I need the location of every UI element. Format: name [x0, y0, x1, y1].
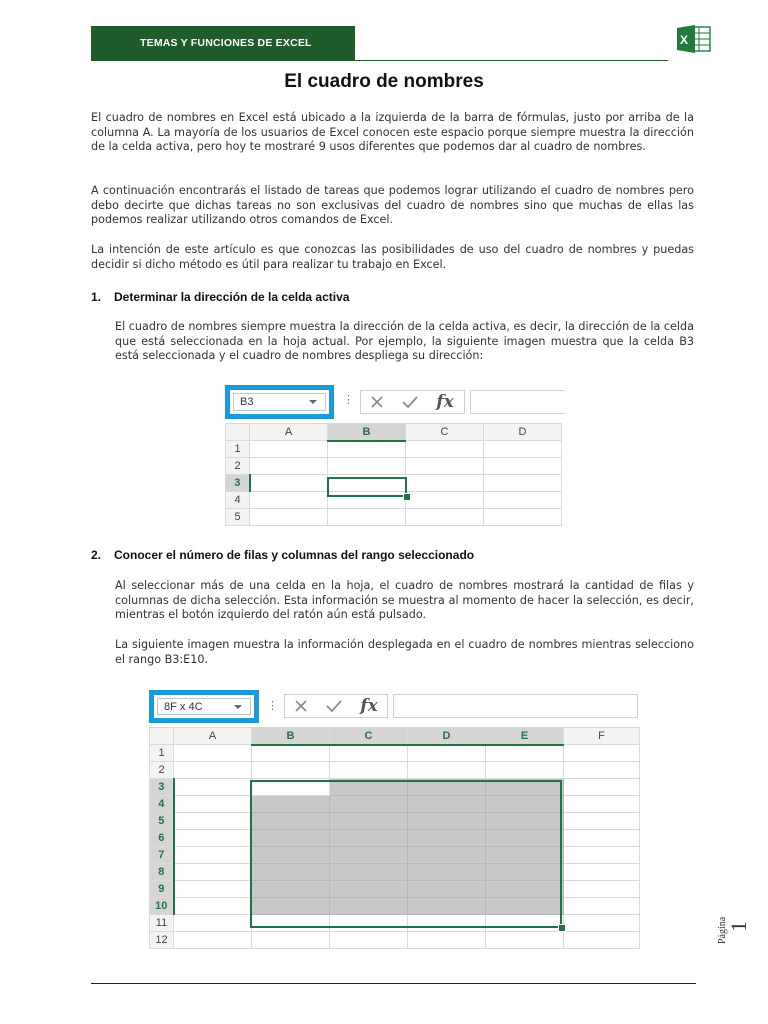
cell[interactable]: [174, 830, 252, 847]
column-header-selected[interactable]: B: [328, 424, 406, 441]
selected-cell[interactable]: [252, 847, 330, 864]
page-title: El cuadro de nombres: [284, 71, 484, 92]
table-row: [150, 898, 640, 915]
name-box-value: B3: [240, 396, 254, 408]
cell[interactable]: [174, 762, 252, 779]
selected-cell[interactable]: [252, 864, 330, 881]
page-number-label: [712, 910, 762, 970]
row-header-selected[interactable]: 6: [150, 830, 174, 847]
column-header-row: [150, 728, 640, 745]
worksheet-grid: [225, 423, 562, 526]
selected-cell[interactable]: [408, 898, 486, 915]
spreadsheet-figure-2: [149, 690, 641, 966]
cell[interactable]: [484, 458, 562, 475]
cell[interactable]: [564, 881, 640, 898]
table-row: [150, 847, 640, 864]
selected-cell[interactable]: [408, 847, 486, 864]
table-row: [226, 509, 562, 526]
table-row: [226, 492, 562, 509]
selected-cell[interactable]: [408, 779, 486, 796]
cell[interactable]: [406, 458, 484, 475]
cell[interactable]: [408, 932, 486, 949]
cell[interactable]: [406, 492, 484, 509]
column-header-selected[interactable]: B: [252, 728, 330, 745]
insert-function-icon[interactable]: fx: [436, 392, 454, 412]
selected-cell[interactable]: [330, 813, 408, 830]
cell[interactable]: [174, 796, 252, 813]
cell[interactable]: [174, 932, 252, 949]
cell[interactable]: [564, 830, 640, 847]
formula-bar-grip-icon[interactable]: ⋮: [267, 700, 278, 712]
cell[interactable]: [328, 441, 406, 458]
selected-cell[interactable]: [330, 830, 408, 847]
name-box-highlight: [225, 385, 334, 419]
cell[interactable]: [486, 932, 564, 949]
header-title: TEMAS Y FUNCIONES DE EXCEL: [140, 37, 312, 49]
worksheet-grid: [149, 727, 640, 949]
selected-cell[interactable]: [408, 864, 486, 881]
cell[interactable]: [564, 864, 640, 881]
formula-input[interactable]: [470, 390, 565, 414]
column-header[interactable]: D: [484, 424, 562, 441]
selected-cell[interactable]: [252, 898, 330, 915]
table-row: [226, 458, 562, 475]
chevron-down-icon[interactable]: [234, 705, 242, 709]
fill-handle[interactable]: [558, 924, 566, 932]
fill-handle[interactable]: [403, 493, 411, 501]
cell[interactable]: [486, 745, 564, 762]
column-header[interactable]: F: [564, 728, 640, 745]
formula-input[interactable]: [393, 694, 638, 718]
cell[interactable]: [252, 915, 330, 932]
selected-cell[interactable]: [486, 847, 564, 864]
intro-paragraph-1: El cuadro de nombres en Excel está ubicado a la izquierda de la barra de fórmulas, justo por arriba de la columna A. La mayoría de los usuarios de Excel conocen este espacio porque siempre muestra la dirección de la celda activa, pero hoy te mostraré 9 usos diferentes que podemos dar al cuadro de nombres.: [91, 111, 694, 154]
cell[interactable]: [330, 932, 408, 949]
selected-cell[interactable]: [408, 796, 486, 813]
cell[interactable]: [250, 458, 328, 475]
section-number: 1.: [91, 290, 102, 304]
cell[interactable]: [330, 745, 408, 762]
section-number: 2.: [91, 548, 102, 562]
cell[interactable]: [174, 779, 252, 796]
name-box-value: 8F x 4C: [164, 700, 203, 713]
cancel-icon[interactable]: [285, 695, 317, 717]
column-header-selected[interactable]: C: [330, 728, 408, 745]
cell[interactable]: [484, 509, 562, 526]
name-box-highlight: [149, 690, 259, 723]
column-header-row: [226, 424, 562, 441]
cell[interactable]: [330, 762, 408, 779]
cell[interactable]: [252, 762, 330, 779]
table-row: [226, 441, 562, 458]
row-header-selected[interactable]: 4: [150, 796, 174, 813]
section-heading-1: [91, 290, 349, 304]
selected-cell[interactable]: [486, 779, 564, 796]
row-header[interactable]: 1: [150, 745, 174, 762]
intro-paragraph-2: A continuación encontrarás el listado de tareas que podemos lograr utilizando el cuadro de nombres pero debo decirte que dichas tareas no son exclusivas del cuadro de nombres sino que muchas de ellas las podemos realizar utilizando otros comandos de Excel.: [91, 184, 694, 227]
cell[interactable]: [564, 745, 640, 762]
cell[interactable]: [486, 762, 564, 779]
document-header-band: [91, 26, 355, 60]
row-header-selected[interactable]: 7: [150, 847, 174, 864]
column-header[interactable]: A: [250, 424, 328, 441]
cell[interactable]: [484, 475, 562, 492]
cell[interactable]: [406, 509, 484, 526]
page-number: 1: [726, 921, 751, 932]
cancel-icon[interactable]: [361, 391, 393, 413]
active-cell[interactable]: [252, 779, 330, 796]
header-rule: [91, 60, 668, 61]
cell[interactable]: [250, 441, 328, 458]
selected-cell[interactable]: [330, 898, 408, 915]
table-row: [150, 915, 640, 932]
selected-cell[interactable]: [486, 864, 564, 881]
table-row: [150, 881, 640, 898]
cell[interactable]: [174, 864, 252, 881]
row-header-selected[interactable]: 9: [150, 881, 174, 898]
section-2-paragraph-2: La siguiente imagen muestra la información desplegada en el cuadro de nombres mientras selecciono el rango B3:E10.: [115, 638, 694, 666]
table-row: [150, 864, 640, 881]
cell[interactable]: [174, 813, 252, 830]
select-all-corner[interactable]: [226, 424, 250, 441]
cell[interactable]: [250, 492, 328, 509]
cell[interactable]: [406, 475, 484, 492]
selected-cell[interactable]: [408, 881, 486, 898]
selected-cell[interactable]: [486, 881, 564, 898]
selected-cell[interactable]: [330, 847, 408, 864]
row-header-selected[interactable]: 5: [150, 813, 174, 830]
row-header-selected[interactable]: 10: [150, 898, 174, 915]
cell[interactable]: [328, 458, 406, 475]
selected-cell[interactable]: [486, 898, 564, 915]
table-row: [150, 796, 640, 813]
row-header[interactable]: 5: [226, 509, 250, 526]
column-header-selected[interactable]: D: [408, 728, 486, 745]
cell[interactable]: [564, 796, 640, 813]
cell[interactable]: [564, 813, 640, 830]
row-header[interactable]: 2: [226, 458, 250, 475]
column-header[interactable]: A: [174, 728, 252, 745]
section-2-paragraph-1: Al seleccionar más de una celda en la hoja, el cuadro de nombres mostrará la cantidad de filas y columnas de dicha selección. Esta información se muestra al momento de hacer la selección, es decir, mientras el botón izquierdo del ratón aún está pulsado.: [115, 579, 694, 622]
cell[interactable]: [486, 915, 564, 932]
name-box[interactable]: [157, 698, 251, 715]
section-heading-2: [91, 548, 474, 562]
table-row: [150, 932, 640, 949]
row-header[interactable]: 11: [150, 915, 174, 932]
insert-function-icon[interactable]: fx: [360, 696, 378, 716]
cell[interactable]: [564, 932, 640, 949]
cell[interactable]: [484, 492, 562, 509]
footer-rule: [91, 983, 696, 984]
cell[interactable]: [328, 492, 406, 509]
table-row: [150, 762, 640, 779]
enter-check-icon[interactable]: [393, 391, 427, 413]
selected-cell[interactable]: [486, 813, 564, 830]
active-cell[interactable]: [328, 475, 406, 492]
selected-cell[interactable]: [330, 796, 408, 813]
selected-cell[interactable]: [408, 830, 486, 847]
section-heading-text: Determinar la dirección de la celda activa: [114, 290, 350, 304]
cell[interactable]: [564, 779, 640, 796]
table-row: [150, 779, 640, 796]
select-all-corner[interactable]: [150, 728, 174, 745]
cell[interactable]: [408, 915, 486, 932]
table-row: [150, 830, 640, 847]
enter-check-icon[interactable]: [317, 695, 351, 717]
cell[interactable]: [484, 441, 562, 458]
table-row: [150, 745, 640, 762]
table-row: [150, 813, 640, 830]
formula-buttons: [360, 390, 465, 414]
row-header[interactable]: 4: [226, 492, 250, 509]
cell[interactable]: [174, 898, 252, 915]
cell[interactable]: [252, 745, 330, 762]
cell[interactable]: [250, 509, 328, 526]
svg-text:X: X: [680, 33, 689, 47]
selected-cell[interactable]: [252, 813, 330, 830]
formula-bar-grip-icon[interactable]: ⋮: [343, 394, 354, 406]
selected-cell[interactable]: [408, 813, 486, 830]
cell[interactable]: [174, 881, 252, 898]
spreadsheet-figure-1: [225, 385, 565, 535]
selected-cell[interactable]: [330, 779, 408, 796]
chevron-down-icon[interactable]: [309, 400, 317, 404]
cell[interactable]: [564, 847, 640, 864]
row-header-selected[interactable]: 3: [226, 475, 250, 492]
formula-buttons: [284, 694, 388, 718]
selected-cell[interactable]: [486, 796, 564, 813]
name-box[interactable]: [233, 393, 326, 411]
cell[interactable]: [408, 762, 486, 779]
row-header[interactable]: 12: [150, 932, 174, 949]
cell[interactable]: [252, 932, 330, 949]
excel-logo-icon: [675, 24, 713, 54]
selected-cell[interactable]: [330, 881, 408, 898]
cell[interactable]: [328, 509, 406, 526]
cell[interactable]: [408, 745, 486, 762]
section-1-paragraph: El cuadro de nombres siempre muestra la dirección de la celda activa, es decir, la dirección de la celda que está seleccionada en la hoja actual. Por ejemplo, la siguiente imagen muestra que la celda B3 está seleccionada y el cuadro de nombres despliega su dirección:: [115, 320, 694, 363]
row-header[interactable]: 1: [226, 441, 250, 458]
row-header-selected[interactable]: 3: [150, 779, 174, 796]
row-header[interactable]: 2: [150, 762, 174, 779]
section-heading-text: Conocer el número de filas y columnas del rango seleccionado: [114, 548, 475, 562]
selected-cell[interactable]: [330, 864, 408, 881]
cell[interactable]: [174, 745, 252, 762]
cell[interactable]: [406, 441, 484, 458]
selected-cell[interactable]: [252, 881, 330, 898]
column-header-selected[interactable]: E: [486, 728, 564, 745]
selected-cell[interactable]: [252, 796, 330, 813]
cell[interactable]: [564, 898, 640, 915]
cell[interactable]: [330, 915, 408, 932]
selected-cell[interactable]: [486, 830, 564, 847]
cell[interactable]: [564, 762, 640, 779]
cell[interactable]: [174, 847, 252, 864]
cell[interactable]: [250, 475, 328, 492]
intro-paragraph-3: La intención de este artículo es que conozcas las posibilidades de uso del cuadro de nombres y puedas decidir si dicho método es útil para realizar tu trabajo en Excel.: [91, 243, 694, 271]
column-header[interactable]: C: [406, 424, 484, 441]
page-word: Página: [717, 916, 728, 944]
cell[interactable]: [564, 915, 640, 932]
cell[interactable]: [174, 915, 252, 932]
table-row: [226, 475, 562, 492]
row-header-selected[interactable]: 8: [150, 864, 174, 881]
selected-cell[interactable]: [252, 830, 330, 847]
